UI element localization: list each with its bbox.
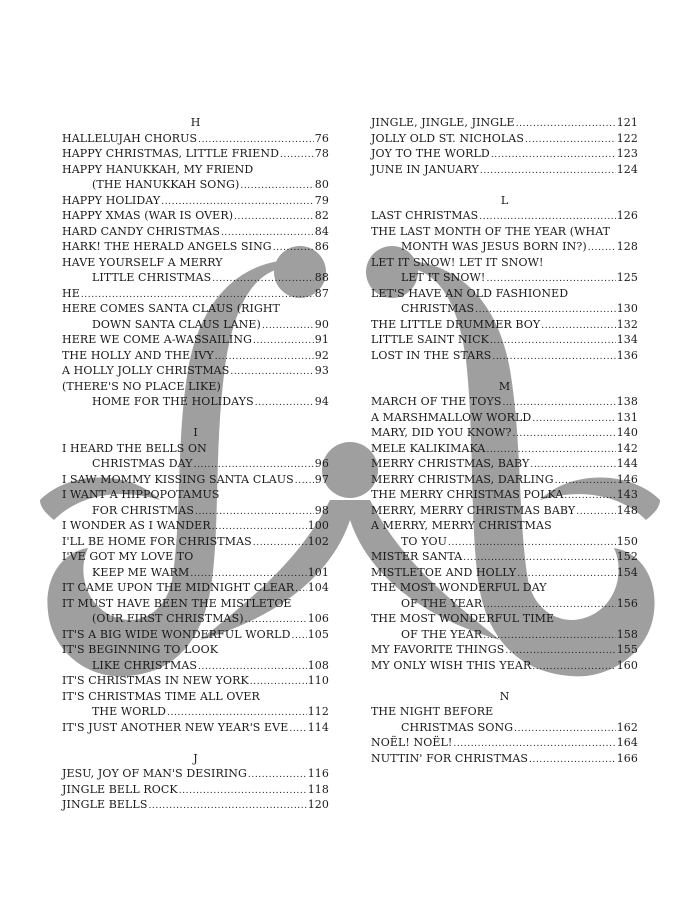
entry-title: THE NIGHT BEFORE [371, 705, 494, 718]
dot-leader [212, 272, 314, 288]
index-entry [62, 627, 329, 643]
dot-leader [514, 722, 616, 738]
dot-leader [262, 319, 314, 335]
index-entry [62, 332, 329, 348]
entry-title: MERRY, MERRY CHRISTMAS BABY [371, 503, 576, 517]
entry-title: HARD CANDY CHRISTMAS [62, 224, 220, 238]
entry-page-number: 88 [314, 271, 329, 284]
index-entry [62, 394, 329, 410]
entry-page-number: 128 [616, 240, 638, 253]
entry-page-number: 108 [307, 658, 329, 672]
section-letter: M [498, 379, 511, 393]
entry-title: TO YOU [401, 534, 448, 548]
index-entry [371, 286, 638, 302]
entry-title: HAPPY XMAS (WAR IS OVER) [62, 209, 234, 222]
entry-title: MARCH OF THE TOYS [371, 395, 502, 408]
index-entry [62, 549, 329, 565]
entry-page-number: 106 [307, 612, 329, 625]
index-entry [371, 503, 638, 519]
entry-title: IT MUST HAVE BEEN THE MISTLETOE [62, 596, 292, 610]
entry-title: I WANT A HIPPOPOTAMUS [62, 488, 220, 501]
entry-page-number: 136 [616, 348, 638, 362]
entry-page-number: 100 [307, 519, 329, 532]
index-entry [371, 410, 638, 426]
index-column-left [62, 115, 329, 813]
entry-page-number: 90 [314, 317, 329, 331]
index-entry [371, 441, 638, 457]
entry-title: LITTLE CHRISTMAS [92, 271, 212, 284]
entry-page-number: 84 [314, 224, 329, 238]
dot-leader [234, 210, 314, 226]
entry-page-number: 126 [616, 209, 638, 222]
dot-leader [588, 241, 616, 257]
entry-title: THE WORLD [92, 705, 167, 718]
entry-title: OF THE YEAR [401, 596, 483, 610]
index-section [371, 193, 638, 364]
entry-title: I'LL BE HOME FOR CHRISTMAS [62, 534, 252, 548]
index-entry [62, 456, 329, 472]
dot-leader [532, 412, 615, 428]
entry-title: HAPPY HANUKKAH, MY FRIEND [62, 162, 254, 176]
index-entry [371, 627, 638, 643]
entry-title: HOME FOR THE HOLIDAYS [92, 395, 254, 408]
entry-page-number: 154 [616, 565, 638, 579]
index-entry [371, 534, 638, 550]
index-entry [371, 611, 638, 627]
index-section [62, 751, 329, 813]
index-entry [371, 208, 638, 224]
index-entry [371, 596, 638, 612]
entry-title: MY ONLY WISH THIS YEAR [371, 658, 532, 672]
entry-title: A MARSHMALLOW WORLD [371, 410, 532, 424]
index-entry [62, 270, 329, 286]
dot-leader [295, 474, 314, 490]
dot-leader [295, 582, 306, 598]
entry-page-number: 156 [616, 596, 638, 610]
index-entry [371, 704, 638, 720]
index-entry [62, 348, 329, 364]
index-entry [62, 534, 329, 550]
index-entry [371, 565, 638, 581]
entry-title: HAPPY HOLIDAY [62, 193, 161, 207]
entry-title: HERE WE COME A-WASSAILING [62, 333, 252, 346]
section-letter: L [500, 193, 509, 207]
entry-page-number: 138 [616, 395, 638, 408]
entry-page-number: 96 [314, 457, 329, 470]
dot-leader [255, 396, 314, 412]
section-letter: J [193, 751, 198, 765]
entry-title: MARY, DID YOU KNOW? [371, 426, 512, 439]
index-entry [371, 317, 638, 333]
entry-title: A HOLLY JOLLY CHRISTMAS [62, 364, 230, 377]
entry-title: A MERRY, MERRY CHRISTMAS [371, 519, 552, 532]
index-entry [62, 487, 329, 503]
index-entry [62, 565, 329, 581]
index-entry [62, 146, 329, 162]
index-entry [371, 394, 638, 410]
index-entry [62, 301, 329, 317]
index-entry [371, 518, 638, 534]
dot-leader [195, 505, 314, 521]
entry-title: HAVE YOURSELF A MERRY [62, 255, 223, 269]
entry-title: THE LITTLE DRUMMER BOY [371, 317, 541, 331]
entry-title: JUNE IN JANUARY [371, 162, 479, 176]
dot-leader [230, 365, 313, 381]
entry-title: MONTH WAS JESUS BORN IN?) [401, 240, 587, 253]
section-letter: H [190, 116, 201, 129]
dot-leader [248, 768, 307, 784]
entry-title: (OUR FIRST CHRISTMAS) [92, 612, 244, 625]
dot-leader [555, 474, 616, 490]
index-entry [371, 472, 638, 488]
entry-title: KEEP ME WARM [92, 565, 190, 579]
index-entry [371, 239, 638, 255]
dot-leader [492, 350, 615, 366]
index-section [371, 689, 638, 767]
entry-title: MY FAVORITE THINGS [371, 643, 505, 656]
entry-page-number: 86 [314, 240, 329, 253]
entry-page-number: 105 [307, 627, 329, 641]
entry-title: MERRY CHRISTMAS, BABY [371, 457, 530, 470]
dot-leader [516, 117, 616, 133]
index-entry [371, 735, 638, 751]
entry-page-number: 152 [616, 550, 638, 563]
entry-page-number: 102 [307, 534, 329, 548]
entry-title: HARK! THE HERALD ANGELS SING [62, 240, 272, 253]
entry-title: CHRISTMAS SONG [401, 720, 514, 734]
entry-title: I'VE GOT MY LOVE TO [62, 550, 194, 563]
entry-page-number: 166 [616, 751, 638, 765]
dot-leader [448, 536, 616, 552]
entry-page-number: 134 [616, 333, 638, 346]
entry-title: THE MERRY CHRISTMAS POLKA [371, 488, 564, 501]
index-entry [62, 596, 329, 612]
entry-page-number: 122 [616, 131, 638, 145]
section-letter: N [499, 689, 510, 703]
entry-page-number: 146 [616, 472, 638, 486]
dot-leader [529, 753, 616, 769]
entry-title: JESU, JOY OF MAN'S DESIRING [62, 767, 247, 780]
entry-title: IT'S JUST ANOTHER NEW YEAR'S EVE [62, 720, 289, 734]
index-entry [371, 255, 638, 271]
entry-title: I SAW MOMMY KISSING SANTA CLAUS [62, 472, 294, 486]
index-entry [371, 348, 638, 364]
index-entry [371, 301, 638, 317]
entry-title: LITTLE SAINT NICK [371, 333, 489, 346]
index-entry [62, 177, 329, 193]
index-entry [62, 642, 329, 658]
index-section [371, 379, 638, 674]
entry-title: MERRY CHRISTMAS, DARLING [371, 472, 554, 486]
entry-title: THE HOLLY AND THE IVY [62, 348, 214, 362]
entry-title: I HEARD THE BELLS ON [62, 441, 207, 455]
entry-page-number: 79 [314, 193, 329, 207]
entry-page-number: 80 [314, 178, 329, 191]
entry-page-number: 164 [616, 736, 638, 749]
entry-page-number: 97 [314, 472, 329, 486]
entry-title: IT'S BEGINNING TO LOOK [62, 643, 219, 656]
dot-leader [280, 148, 314, 164]
entry-title: JINGLE BELL ROCK [62, 782, 178, 796]
entry-page-number: 148 [616, 503, 638, 517]
entry-page-number: 130 [616, 302, 638, 315]
entry-page-number: 92 [314, 348, 329, 362]
index-entry [371, 162, 638, 178]
index-entry [371, 720, 638, 736]
dot-leader [480, 164, 616, 180]
index-section [371, 115, 638, 177]
entry-page-number: 76 [314, 131, 329, 145]
index-entry [62, 472, 329, 488]
entry-title: MELE KALIKIMAKA [371, 441, 486, 455]
dot-leader [179, 784, 307, 800]
dot-leader [490, 334, 616, 350]
entry-page-number: 140 [616, 426, 638, 439]
entry-title: IT'S A BIG WIDE WONDERFUL WORLD [62, 627, 291, 641]
dot-leader [253, 334, 314, 350]
dot-leader [576, 505, 615, 521]
entry-page-number: 120 [307, 798, 329, 811]
entry-page-number: 98 [314, 503, 329, 517]
index-section [62, 425, 329, 735]
entry-title: JINGLE BELLS [62, 798, 148, 811]
entry-page-number: 118 [307, 782, 329, 796]
entry-title: MISTER SANTA [371, 550, 463, 563]
dot-leader [541, 319, 615, 335]
index-entry [62, 239, 329, 255]
entry-title: (THE HANUKKAH SONG) [92, 178, 240, 191]
entry-title: NOËL! NOËL! [371, 736, 453, 749]
entry-title: HERE COMES SANTA CLAUS (RIGHT [62, 302, 280, 315]
entry-page-number: 144 [616, 457, 638, 470]
index-entry [62, 131, 329, 147]
entry-page-number: 121 [616, 116, 638, 129]
index-entry [62, 720, 329, 736]
index-entry [62, 580, 329, 596]
index-entry [62, 379, 329, 395]
entry-title: THE MOST WONDERFUL TIME [371, 612, 555, 625]
section-letter: I [193, 426, 198, 439]
index-entry [371, 487, 638, 503]
index-entry [62, 766, 329, 782]
index-entry [371, 131, 638, 147]
index-entry [62, 286, 329, 302]
entry-page-number: 150 [616, 534, 638, 548]
entry-page-number: 87 [314, 286, 329, 300]
entry-page-number: 91 [314, 333, 329, 346]
entry-title: I WONDER AS I WANDER [62, 519, 211, 532]
dot-leader [253, 536, 307, 552]
entry-page-number: 155 [616, 643, 638, 656]
index-entry [62, 518, 329, 534]
entry-page-number: 143 [616, 488, 638, 501]
entry-title: THE LAST MONTH OF THE YEAR (WHAT [371, 224, 611, 238]
index-entry [62, 782, 329, 798]
entry-page-number: 131 [616, 410, 638, 424]
index-entry [62, 611, 329, 627]
entry-page-number: 82 [314, 209, 329, 222]
entry-page-number: 104 [307, 581, 329, 594]
entry-title: (THERE'S NO PLACE LIKE) [62, 379, 221, 393]
entry-title: CHRISTMAS [401, 302, 475, 315]
dot-leader [491, 148, 616, 164]
watermark-center-ball [322, 442, 378, 498]
index-entry [62, 363, 329, 379]
entry-page-number: 123 [616, 147, 638, 160]
entry-page-number: 124 [616, 162, 638, 176]
entry-title: HAPPY CHRISTMAS, LITTLE FRIEND [62, 147, 280, 160]
index-entry [62, 503, 329, 519]
entry-title: THE MOST WONDERFUL DAY [371, 581, 547, 594]
entry-page-number: 160 [616, 658, 638, 672]
entry-title: LAST CHRISTMAS [371, 209, 479, 222]
index-entry [371, 270, 638, 286]
entry-page-number: 158 [616, 627, 638, 641]
index-entry [62, 673, 329, 689]
entry-page-number: 78 [314, 147, 329, 160]
entry-page-number: 101 [307, 565, 329, 579]
dot-leader [292, 629, 307, 645]
entry-title: IT CAME UPON THE MIDNIGHT CLEAR [62, 581, 295, 594]
dot-leader [240, 179, 313, 195]
index-entry [62, 441, 329, 457]
index-entry [62, 797, 329, 813]
index-entry [62, 162, 329, 178]
entry-title: IT'S CHRISTMAS TIME ALL OVER [62, 689, 260, 703]
dot-leader [273, 241, 314, 257]
dot-leader [512, 427, 615, 443]
entry-title: OF THE YEAR [401, 627, 483, 641]
index-entry [62, 255, 329, 271]
dot-leader [525, 133, 616, 149]
entry-title: MISTLETOE AND HOLLY [371, 565, 517, 579]
entry-title: LET IT SNOW! LET IT SNOW! [371, 255, 544, 269]
entry-title: HE [62, 286, 80, 300]
entry-title: JOY TO THE WORLD [371, 147, 490, 160]
index-entry [371, 224, 638, 240]
entry-page-number: 114 [307, 720, 329, 734]
index-entry [371, 751, 638, 767]
index-entry [371, 115, 638, 131]
entry-page-number: 142 [616, 441, 638, 455]
index-entry [62, 208, 329, 224]
entry-page-number: 132 [616, 317, 638, 331]
entry-page-number: 94 [314, 395, 329, 408]
index-entry [371, 549, 638, 565]
entry-title: JOLLY OLD ST. NICHOLAS [371, 131, 524, 145]
index-entry [62, 658, 329, 674]
index-entry [371, 658, 638, 674]
index-entry [371, 146, 638, 162]
entry-title: HALLELUJAH CHORUS [62, 131, 198, 145]
entry-title: IT'S CHRISTMAS IN NEW YORK [62, 674, 249, 687]
index-entry [62, 193, 329, 209]
entry-title: DOWN SANTA CLAUS LANE) [92, 317, 261, 331]
index-entry [371, 642, 638, 658]
dot-leader [289, 722, 306, 738]
entry-title: LET IT SNOW! [401, 271, 486, 284]
index-entry [371, 580, 638, 596]
index-entry [62, 704, 329, 720]
dot-leader [148, 799, 306, 815]
entry-title: LET'S HAVE AN OLD FASHIONED [371, 286, 569, 300]
dot-leader [215, 350, 314, 366]
dot-leader [532, 660, 615, 676]
entry-title: LOST IN THE STARS [371, 348, 492, 362]
entry-page-number: 162 [616, 720, 638, 734]
entry-page-number: 110 [307, 674, 329, 687]
index-entry [62, 224, 329, 240]
entry-title: FOR CHRISTMAS [92, 503, 194, 517]
entry-title: JINGLE, JINGLE, JINGLE [371, 116, 515, 129]
entry-page-number: 112 [307, 705, 329, 718]
entry-title: CHRISTMAS DAY [92, 457, 193, 470]
index-entry [62, 317, 329, 333]
entry-page-number: 93 [314, 364, 329, 377]
index-section [62, 115, 329, 410]
entry-page-number: 125 [616, 271, 638, 284]
index-entry [371, 332, 638, 348]
index-entry [62, 689, 329, 705]
entry-title: NUTTIN' FOR CHRISTMAS [371, 751, 529, 765]
entry-title: LIKE CHRISTMAS [92, 658, 198, 672]
index-column-right [371, 115, 638, 766]
index-entry [371, 425, 638, 441]
index-entry [371, 456, 638, 472]
entry-page-number: 116 [307, 767, 329, 780]
